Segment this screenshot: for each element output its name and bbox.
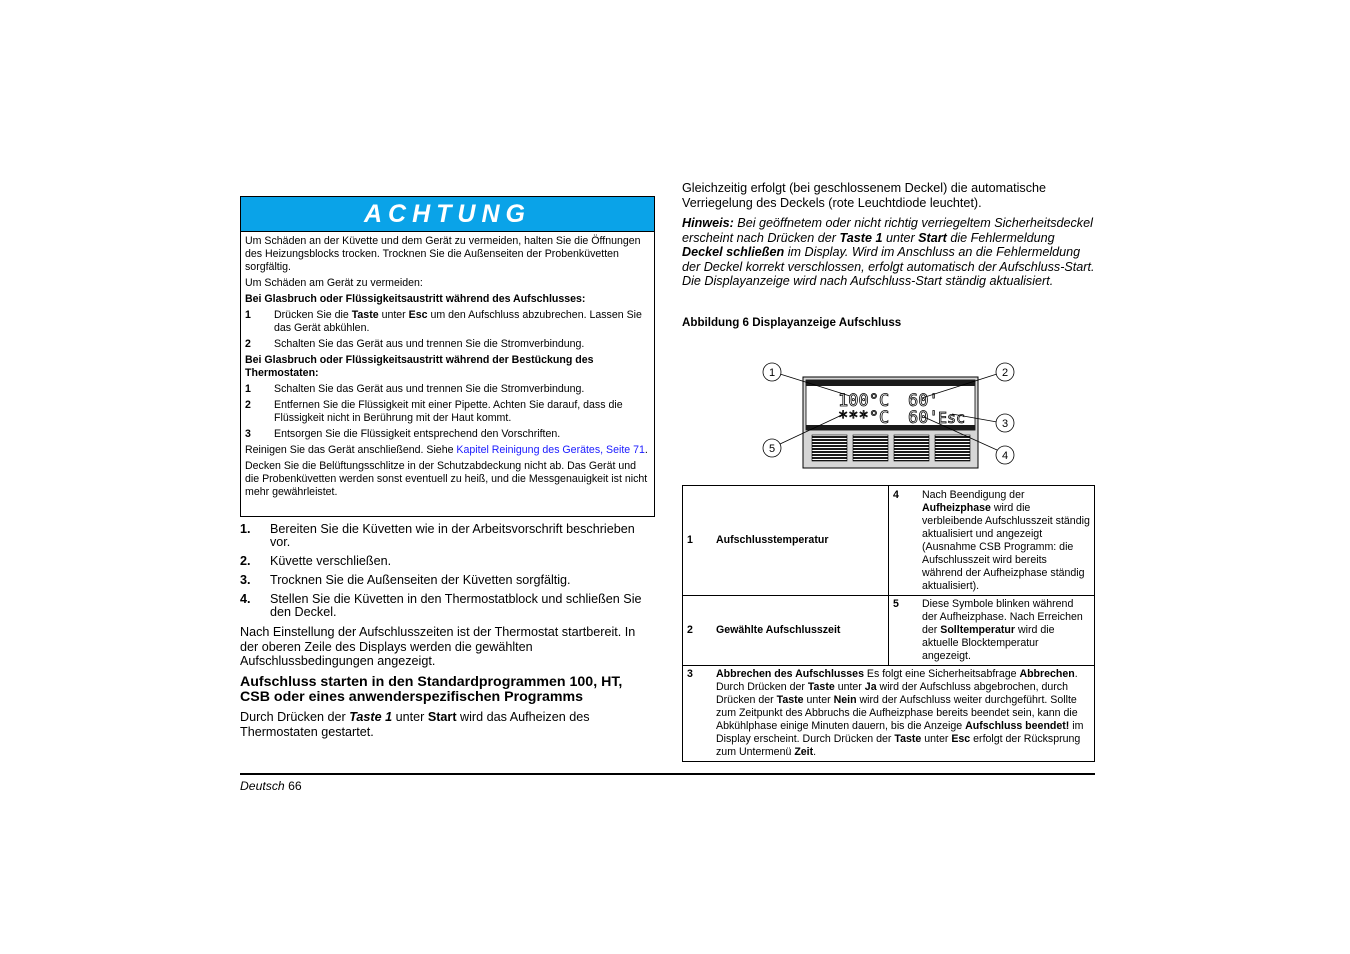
step-text: Schalten Sie das Gerät aus und trennen Sie die Stromverbindung. [274,338,585,350]
svg-text:1: 1 [768,367,776,379]
caution-vents: Decken Sie die Belüftungsschlitze in der Schutzabdeckung nicht ab. Das Gerät und die Probenküvetten werden sonst eventuell zu heiß, und die Messgenauigkeit ist nicht mehr gewährleistet. [245,460,648,498]
paragraph-start: Durch Drücken der Taste 1 unter Start wird das Aufheizen des Thermostaten gestartet. [240,710,590,739]
caution-section1-step [245,338,650,351]
key-3 [894,435,929,461]
svg-text:4: 4 [1001,450,1009,462]
legend-number: 2 [687,624,693,636]
legend-number: 5 [893,598,899,610]
step-text: Entfernen Sie die Flüssigkeit mit einer Pipette. Achten Sie darauf, dass die Flüssigkeit nicht in Berührung mit der Haut kommt. [274,399,623,424]
table-row [683,486,1095,596]
procedure-step [240,555,655,568]
hint-note: Hinweis: Bei geöffnetem oder nicht richtig verriegeltem Sicherheitsdeckel erscheint nach Drücken der Taste 1 unter Start die Fehlermeldung Deckel schließen im Display. Wird im Anschluss an die Fehlermeldung der Deckel korrekt verschlossen, erfolgt automatisch der Aufschluss-Start. Die Displayanzeige wird nach Aufschluss-Start ständig aktualisiert. [682,216,1095,288]
legend-label: Aufschlusstemperatur [716,534,829,546]
step-text: Stellen Sie die Küvetten in den Thermostatblock und schließen Sie den Deckel. [270,592,642,619]
paragraph-ready: Nach Einstellung der Aufschlusszeiten ist der Thermostat startbereit. In der oberen Zeile des Displays werden die gewählten Aufschlussbedingungen angezeigt. [240,625,636,668]
step-text: Bereiten Sie die Küvetten wie in der Arbeitsvorschrift beschrieben vor. [270,522,635,549]
key-1 [812,435,847,461]
legend-text: Diese Symbole blinken während der Aufheizphase. Nach Erreichen der Solltemperatur wird die aktuelle Blocktemperatur angezeigt. [922,598,1083,662]
step-number: 3 [245,428,251,440]
caution-box [240,196,655,517]
caution-section1-heading: Bei Glasbruch oder Flüssigkeitsaustritt während des Aufschlusses: [245,293,586,305]
procedure-step [240,593,655,619]
key-4 [935,435,970,461]
callout-5 [763,439,781,457]
display-time-line1: 60' [908,391,939,411]
table-row [683,596,1095,666]
step-number: 2 [245,338,251,350]
legend-table [682,485,1095,762]
legend-number: 3 [687,668,693,680]
display-temp-line1: 100°C [838,391,890,411]
step-text: Küvette verschließen. [270,554,392,568]
display-figure [752,352,1032,476]
caution-body [241,232,654,499]
legend-text: Abbrechen des Aufschlusses Es folgt eine Sicherheitsabfrage Abbrechen. Durch Drücken der Taste unter Ja wird der Aufschluss abgebrochen, durch Drücken der Taste unter Nein wird der Aufschluss weiter durchgeführt. Sollte zum Zeitpunkt des Abbruchs die Aufheizphase bereits beendet sein, kann die Abkühlphase einige Minuten dauern, bis die Anzeige Aufschluss beendet! im Display erscheint. Durch Drücken der Taste unter Esc erfolgt der Rücksprung zum Untermenü Zeit. [716,668,1084,758]
svg-text:5: 5 [768,443,776,455]
page-number: 66 [288,779,302,793]
caution-section1-step [245,309,650,335]
caution-clean: Reinigen Sie das Gerät anschließend. Siehe Kapitel Reinigung des Gerätes, Seite 71. [245,444,648,456]
figure-caption: Abbildung 6 Displayanzeige Aufschluss [682,316,902,329]
callout-3 [996,414,1014,432]
step-number: 1. [240,522,251,536]
step-number: 1 [245,309,251,321]
display-temp-line2: ***°C [838,408,890,428]
caution-section2-step [245,383,650,396]
footer-language: Deutsch [240,779,285,793]
step-text: Schalten Sie das Gerät aus und trennen Sie die Stromverbindung. [274,383,585,395]
callout-1 [763,363,781,381]
cleaning-chapter-link[interactable]: Kapitel Reinigung des Gerätes, Seite 71 [456,444,645,456]
step-number: 2. [240,554,251,568]
caution-title: ACHTUNG [241,197,654,232]
callout-4 [996,446,1014,464]
procedure-steps [240,523,655,625]
step-text: Drücken Sie die Taste unter Esc um den Aufschluss abzubrechen. Lassen Sie das Gerät abkühlen. [274,309,642,334]
caution-intro: Um Schäden an der Küvette und dem Gerät zu vermeiden, halten Sie die Öffnungen des Heizungsblocks trocken. Trocknen Sie die Außenseiten der Probenküvetten sorgfältig. [245,235,641,273]
caution-section2-step [245,428,650,441]
footer-rule [240,773,1095,775]
step-number: 3. [240,573,251,587]
caution-intro2: Um Schäden am Gerät zu vermeiden: [245,277,423,289]
paragraph-lock: Gleichzeitig erfolgt (bei geschlossenem Deckel) die automatische Verriegelung des Deckels (rote Leuchtdiode leuchtet). [682,181,1046,210]
step-text: Trocknen Sie die Außenseiten der Küvetten sorgfältig. [270,573,571,587]
step-number: 4. [240,592,251,606]
table-row [683,666,1095,762]
key-2 [853,435,888,461]
step-text: Entsorgen Sie die Flüssigkeit entsprechend den Vorschriften. [274,428,561,440]
procedure-step [240,574,655,587]
step-number: 1 [245,383,251,395]
section-heading: Aufschluss starten in den Standardprogrammen 100, HT, CSB oder eines anwenderspezifischen Programms [240,674,623,705]
step-number: 2 [245,399,251,411]
svg-text:3: 3 [1001,418,1009,430]
display-time-line2: 60' [908,408,939,428]
svg-text:2: 2 [1001,367,1009,379]
legend-label: Gewählte Aufschlusszeit [716,624,841,636]
caution-section2-step [245,399,650,425]
page-footer [240,779,302,793]
legend-number: 1 [687,534,693,546]
legend-text: Nach Beendigung der Aufheizphase wird die verbleibende Aufschlusszeit ständig aktualisiert und angezeigt (Ausnahme CSB Programm: die Aufschlusszeit wird bereits während der Aufheizphase ständig aktualisiert). [922,488,1090,592]
caution-section2-heading: Bei Glasbruch oder Flüssigkeitsaustritt während der Bestückung des Thermostaten: [245,354,594,379]
display-esc-label: Esc [938,409,966,427]
procedure-step [240,523,655,549]
callout-2 [996,363,1014,381]
legend-number: 4 [893,488,899,501]
